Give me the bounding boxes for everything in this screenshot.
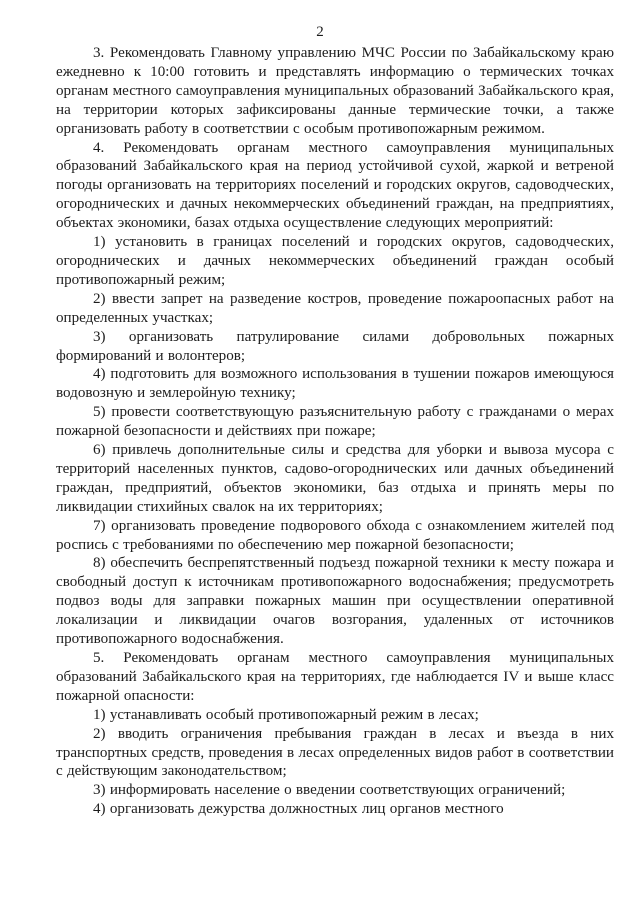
list-item: 4) подготовить для возможного использования в тушении пожаров имеющуюся водовозную и землеройную технику;	[56, 366, 614, 402]
paragraph-item-4: 4. Рекомендовать органам местного самоуправления муниципальных образований Забайкальского края на период устойчивой сухой, жаркой и ветреной погоды организовать на территориях поселений и городских округов, садоводческих, огороднических и дачных некоммерческих объединений граждан, на предприятиях, объектах экономики, базах отдыха осуществление следующих мероприятий:	[56, 139, 614, 232]
page-number: 2	[316, 24, 324, 40]
paragraph-item-5: 5. Рекомендовать органам местного самоуправления муниципальных образований Забайкальского края на территориях, где наблюдается IV и выше класс пожарной опасности:	[56, 650, 614, 704]
list-item: 2) вводить ограничения пребывания граждан в лесах и въезда в них транспортных средств, проведения в лесах определенных видов работ в соответствии с действующим законодательством;	[56, 725, 614, 780]
document-body	[56, 44, 614, 819]
list-item: 7) организовать проведение подворового обхода с ознакомлением жителей под роспись с требованиями по обеспечению мер пожарной безопасности;	[56, 517, 614, 553]
list-item: 1) установить в границах поселений и городских округов, садоводческих, огороднических и дачных некоммерческих объединений граждан особый противопожарный режим;	[56, 234, 614, 288]
list-item: 8) обеспечить беспрепятственный подъезд пожарной техники к месту пожара и свободный доступ к источникам противопожарного водоснабжения; предусмотреть подвоз воды для заправки пожарных машин при осуществлении оперативной локализации и ликвидации очагов возгорания, удаленных от источников противопожарного водоснабжения.	[56, 555, 614, 648]
list-item: 2) ввести запрет на разведение костров, проведение пожароопасных работ на определенных участках;	[56, 290, 614, 326]
list-item: 3) организовать патрулирование силами добровольных пожарных формирований и волонтеров;	[56, 328, 614, 364]
list-item: 3) информировать население о введении соответствующих ограничений;	[93, 782, 566, 799]
list-item: 6) привлечь дополнительные силы и средства для уборки и вывоза мусора с территорий населенных пунктов, садово-огороднических или дачных объединений граждан, предприятий, объектов экономики, баз отдыха и принять меры по ликвидации стихийных свалок на их территориях;	[56, 442, 614, 515]
list-item: 1) устанавливать особый противопожарный режим в лесах;	[93, 706, 479, 723]
paragraph-item-3: 3. Рекомендовать Главному управлению МЧС России по Забайкальскому краю ежедневно к 10:00 готовить и представлять информацию о термических точках органам местного самоуправления муниципальных образований Забайкальского края, на территории которых зафиксированы данные термические точки, а также организовать работу в соответствии с особым противопожарным режимом.	[56, 45, 614, 137]
list-item: 4) организовать дежурства должностных лиц органов местного	[93, 801, 504, 818]
list-item: 5) провести соответствующую разъяснительную работу с гражданами о мерах пожарной безопасности и действиях при пожаре;	[56, 404, 614, 440]
